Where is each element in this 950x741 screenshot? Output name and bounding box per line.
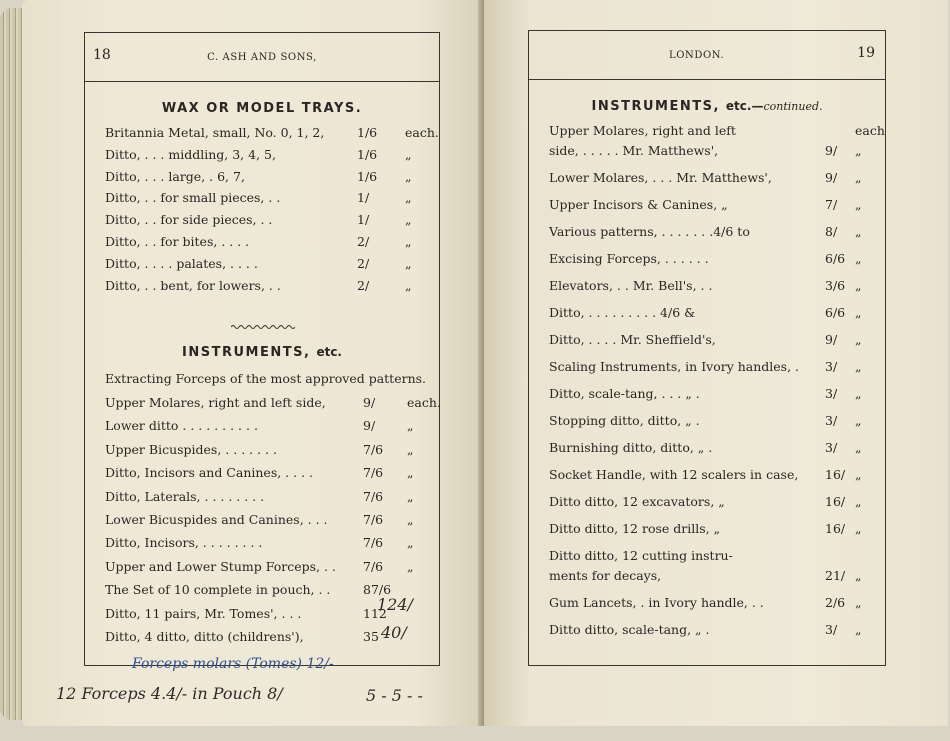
item-description: ments for decays, [549,568,662,583]
price-row [105,627,425,647]
item-price: 1/ [357,190,370,206]
item-unit: „ [855,595,862,610]
price-row [549,303,869,323]
handwritten-price-2: 40/ [381,623,407,642]
price-row [549,566,869,586]
item-price: 3/ [825,386,838,401]
item-price: 6/6 [825,251,846,266]
item-unit: „ [405,190,412,206]
price-row [105,487,425,507]
item-description: Ditto, . . for small pieces, . . [105,190,281,206]
item-description: Ditto, scale-tang, . . . „ . [549,386,700,401]
item-unit: „ [855,143,862,158]
item-unit: each [855,123,885,138]
item-price: 9/ [363,395,376,410]
item-description: Ditto, 4 ditto, ditto (childrens'), [105,629,304,644]
item-description: Ditto ditto, scale-tang, „ . [549,622,710,637]
item-price: 1/6 [357,125,378,140]
price-row [105,440,425,460]
price-row [549,438,869,458]
item-unit: „ [405,234,412,249]
left-page-frame [84,32,440,666]
handwritten-price-1: 124/ [377,595,413,614]
heading-text: INSTRUMENTS, [591,99,720,114]
item-description: Upper Bicuspides, . . . . . . . [105,441,277,457]
price-row [105,123,439,143]
item-description: Upper Molares, right and left side, [105,395,326,410]
price-row [105,167,425,187]
heading-text: INSTRUMENTS, [182,345,311,360]
item-unit: „ [855,305,862,320]
price-row [549,121,885,141]
item-description: Ditto, . . . large, . 6, 7, [105,168,245,184]
price-row [549,465,869,485]
item-description: Upper Molares, right and left [549,123,736,138]
heading-continued: continued. [763,100,823,113]
left-page-header [85,33,439,82]
item-price: 112 [363,605,387,621]
item-price: 21/ [825,568,846,583]
section-heading-wax-trays: WAX OR MODEL TRAYS. [161,101,363,116]
price-row [105,557,425,577]
price-row [549,141,869,161]
item-price: 16/ [825,494,846,509]
item-unit: „ [407,465,414,481]
item-unit: „ [405,168,412,184]
item-unit: „ [855,440,862,455]
item-price: 7/ [825,197,838,212]
item-unit: „ [407,441,414,457]
page-number: 18 [93,47,111,63]
item-unit: „ [855,197,862,212]
handwritten-note-3: 5 - 5 - - [366,686,423,705]
item-price: 2/6 [825,595,846,610]
item-price: 2/ [357,255,370,271]
heading-etc: etc. [316,345,342,359]
item-price: 16/ [825,467,846,482]
intro-line [105,369,425,389]
item-description: Britannia Metal, small, No. 0, 1, 2, [105,125,325,140]
item-unit: each. [405,125,439,140]
price-row [549,195,869,215]
item-unit: „ [855,332,862,347]
item-unit: „ [407,512,414,527]
price-row [549,168,869,188]
item-unit: „ [855,359,862,374]
item-unit: „ [855,521,862,536]
item-description: Upper Incisors & Canines, „ [549,197,728,212]
item-price: 9/ [825,332,838,347]
price-row [105,276,425,296]
item-description: Ditto, . . for bites, . . . . [105,234,250,249]
item-unit: „ [855,467,862,482]
price-row [549,411,869,431]
item-price: 3/ [825,413,838,428]
price-row [549,492,869,512]
item-description: Ditto, . . . . Mr. Sheffield's, [549,332,716,347]
item-unit: „ [855,622,862,637]
section-heading-instruments-continued [529,99,885,114]
item-price: 7/6 [363,488,384,504]
item-unit: „ [855,568,862,583]
right-page-header [529,31,885,80]
item-price: 7/6 [363,512,384,527]
item-price: 35 [363,629,379,644]
item-description: Ditto ditto, 12 excavators, „ [549,494,725,509]
item-price: 3/ [825,622,838,637]
item-description: Lower Bicuspides and Canines, . . . [105,512,328,527]
item-description: Elevators, . . Mr. Bell's, . . [549,278,713,293]
item-description: Socket Handle, with 12 scalers in case, [549,467,799,482]
item-description: Gum Lancets, . in Ivory handle, . . [549,595,764,610]
price-row [549,330,869,350]
price-row [105,463,425,483]
item-unit: „ [855,494,862,509]
item-price: 1/6 [357,146,378,162]
intro-text: Extracting Forceps of the most approved patterns. [105,371,427,386]
item-unit: „ [407,488,414,504]
item-description: The Set of 10 complete in pouch, . . [105,582,331,598]
item-description: Scaling Instruments, in Ivory handles, . [549,359,800,374]
price-row [105,145,425,165]
item-price: 3/ [825,440,838,455]
price-row [105,188,425,208]
item-description: Upper and Lower Stump Forceps, . . [105,558,336,574]
price-row [105,533,425,553]
item-description: Ditto, Incisors and Canines, . . . . [105,465,313,481]
item-description: Ditto, . . bent, for lowers, . . [105,277,281,293]
price-row [549,249,869,269]
right-page-frame [528,30,886,666]
item-description: Various patterns, . . . . . . .4/6 to [549,224,750,239]
item-unit: „ [405,212,412,228]
item-description: Ditto, Laterals, . . . . . . . . [105,488,265,504]
item-price: 9/ [825,143,838,158]
running-head: LONDON. [669,50,725,61]
item-description: Burnishing ditto, ditto, „ . [549,440,713,455]
item-price: 3/6 [825,278,846,293]
price-row [549,222,869,242]
item-price: 6/6 [825,305,846,320]
running-head: C. ASH AND SONS, [207,52,317,63]
price-row [105,210,425,230]
left-page [22,0,484,726]
item-unit: „ [855,170,862,185]
item-description: side, . . . . . Mr. Matthews', [549,143,719,158]
item-unit: „ [405,277,412,293]
price-row [549,276,869,296]
handwritten-note-1: Forceps molars (Tomes) 12/- [132,656,334,672]
item-unit: „ [405,146,412,162]
item-price: 7/6 [363,465,384,481]
price-row [549,519,869,539]
price-row [549,546,869,566]
item-price: 1/ [357,212,370,228]
item-price: 8/ [825,224,838,239]
item-price: 1/6 [357,168,378,184]
item-description: Ditto ditto, 12 cutting instru- [549,548,733,563]
price-row [549,384,869,404]
item-unit: „ [407,418,414,434]
price-row [105,416,425,436]
item-unit: „ [855,224,862,239]
item-price: 3/ [825,359,838,374]
item-unit: „ [407,558,414,574]
item-unit: „ [407,535,414,551]
heading-etc: etc.— [725,99,764,113]
page-number: 19 [857,45,875,61]
item-description: Ditto ditto, 12 rose drills, „ [549,521,721,536]
item-unit: each. [407,395,441,410]
item-unit: „ [855,278,862,293]
price-row [549,620,869,640]
item-description: Lower ditto . . . . . . . . . . [105,418,258,434]
item-price: 87/6 [363,582,392,598]
item-unit: „ [855,251,862,266]
item-price: 9/ [363,418,376,434]
right-page [484,0,948,726]
item-price: 16/ [825,521,846,536]
item-description: Stopping ditto, ditto, „ . [549,413,700,428]
item-price: 9/ [825,170,838,185]
price-row [105,254,425,274]
item-unit: „ [405,255,412,271]
price-row [105,232,425,252]
item-description: Ditto, . . for side pieces, . . [105,212,273,228]
item-price: 2/ [357,277,370,293]
handwritten-note-2: 12 Forceps 4.4/- in Pouch 8/ [56,684,283,703]
price-row [105,393,441,413]
item-unit: „ [855,386,862,401]
item-description: Ditto, 11 pairs, Mr. Tomes', . . . [105,605,302,621]
item-unit: „ [855,413,862,428]
price-row [105,510,425,530]
item-description: Ditto, . . . middling, 3, 4, 5, [105,146,276,162]
item-description: Ditto, Incisors, . . . . . . . . [105,535,263,551]
item-description: Ditto, . . . . . . . . . 4/6 & [549,305,696,320]
item-description: Excising Forceps, . . . . . . [549,251,709,266]
item-price: 7/6 [363,558,384,574]
price-row [549,357,869,377]
item-price: 2/ [357,234,370,249]
price-row [549,593,869,613]
section-heading-instruments [85,345,439,360]
item-description: Ditto, . . . . palates, . . . . [105,255,258,271]
ornament-divider [231,323,295,331]
item-price: 7/6 [363,441,384,457]
item-price: 7/6 [363,535,384,551]
item-description: Lower Molares, . . . Mr. Matthews', [549,170,772,185]
